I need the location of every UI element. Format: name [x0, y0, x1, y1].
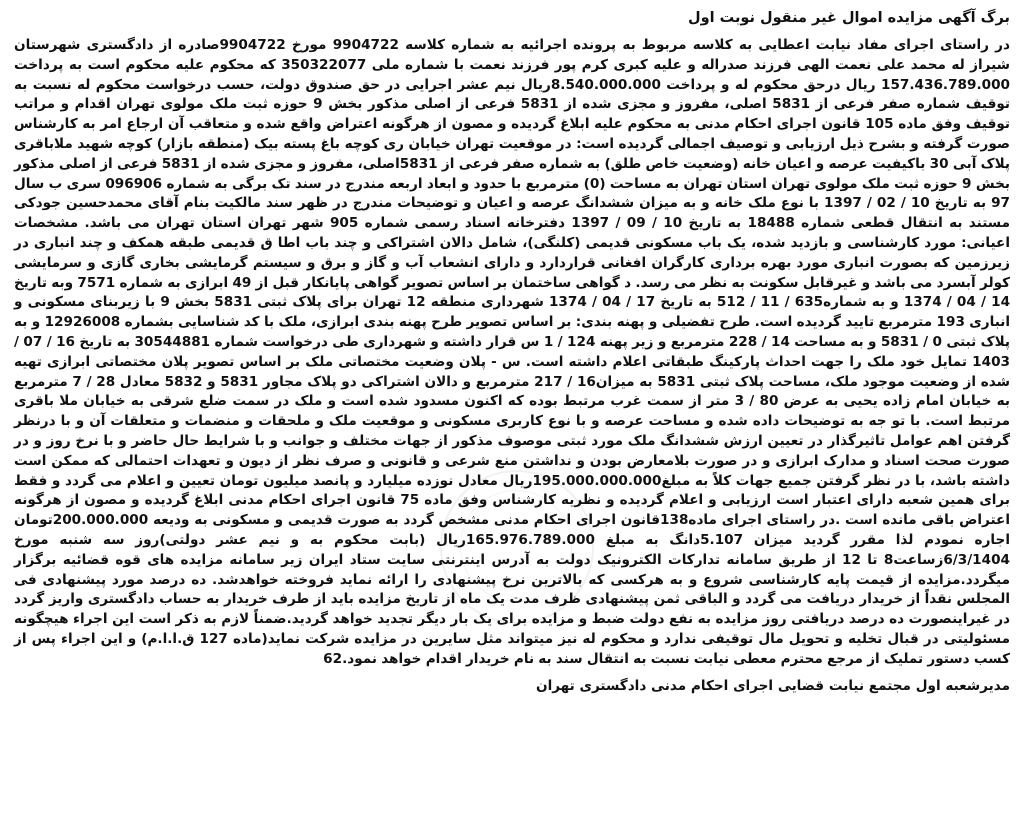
- notice-title: برگ آگهی مزایده اموال غیر منقول نوبت اول: [688, 10, 1010, 26]
- notice-body: در راستای اجرای مفاد نیابت اعطایی به کلاسه مربوط به پرونده اجرائیه به شماره کلاسه 9904722 مورخ 9904722صادره از دادگستری شهرستان شیراز له محمد علی نعمت الهی فرزند صدراله و علیه کبری کرم پور فرزند نعمت با شماره ملی 350322077 که محکوم علیه محکوم است به پرداخت 157.436.789.000 ریال درحق محکوم له و پرداخت 8.540.000.000ریال نیم عشر اجرایی در حق صندوق دولت، حسب درخواست محکوم له نسبت به توقیف شماره صفر فرعی از 5831 اصلی، مفروز و مجزی شده از 5831 فرعی از اصلی مذکور بخش 9 حوزه ثبت ملک مولوی تهران اقدام و مراتب توقیف وفق ماده 105 قانون اجرای احکام مدنی به محکوم علیه ابلاغ گردیده و مصون از هرگونه اعتراض واقع شده و متعاقب آن ارجاع امر به کارشناس صورت گرفته و بشرح ذیل ارزیابی و توصیف اجمالی گردیده است: در موقعیت تهران خیابان ری کوچه باغ پسته بیک (منطقه بازار) کوچه شهید ملاباقری پلاک آبی 30 باکیفیت عرصه و اعیان خانه (وضعیت خاص طلق) به شماره صفر فرعی از 5831اصلی، مفروز و مجزی شده از 5831 فرعی از اصلی مذکور بخش 9 حوزه ثبت ملک مولوی تهران استان تهران به مساحت (0) مترمربع با حدود و ابعاد اربعه مندرج در سند تک برگی به شماره 096906 سری ب سال 97 به تاریخ 10 / 02 / 1397 با نوع ملک خانه و به میزان ششدانگ عرصه و اعیان و توضیحات مندرج در ظهر سند مالکیت بنام آقای محمدحسین جودکی مستند به انتقال قطعی شماره 18488 به تاریخ 10 / 09 / 1397 دفترخانه اسناد رسمی شماره 905 شهر تهران استان تهران می باشد. مشخصات اعیانی: مورد کارشناسی و بازدید شده، یک باب مسکونی قدیمی (کلنگی)، شامل دالان اشتراکی و چند باب اطا ق قدیمی طبقه همکف و چند انباری در زیرزمین که بصورت انباری مورد بهره برداری کارگران افغانی قراردارد و دارای انشعاب آب و گاز و برق و سیستم گرمایشی بخاری گازی و سرمایشی کولر آبسرد می باشد و غیرقابل سکونت به نظر می رسد. د گواهی ساختمان بر اساس تصویر گواهی پایانکار قبل از 49 ابرازی به شماره 7571 وبه تاریخ 14 / 04 / 1374 و به شماره635 / 11 / 512 به تاریخ 17 / 04 / 1374 شهرداری منطقه 12 تهران برای پلاک ثبتی 5831 بخش 9 با زیربنای مسکونی و انباری 193 مترمربع تایید گردیده است. طرح تفضیلی و پهنه بندی: بر اساس تصویر طرح پهنه بندی ابرازی، ملک با کد شناسایی بشماره 12926008 و به پلاک ثبتی 0 / 5831 و به مساحت 14 / 228 مترمربع و زیر پهنه 124 / 1 س قرار داشته و شهرداری طی درخواست شماره 30544881 به تاریخ 16 / 07 / 1403 تمایل خود ملک را جهت احداث پارکینگ طبقاتی اعلام داشته است. س - پلان وضعیت مختصاتی ملک بر اساس تصویر پلان مختصاتی ابرازی تهیه شده از وضعیت موجود ملک، مساحت پلاک ثبتی 5831 به میزان16 / 217 مترمربع و دالان اشتراکی دو پلاک مجاور 5831 و 5832 معادل 28 / 7 مترمربع به خیابان امام زاده یحیی به عرض 80 / 3 متر از سمت غرب مرتبط بوده که اکنون مسدود شده است و ملک در سمت ضلع شرقی به خیابان ملا باقری مرتبط است. با تو جه به توضیحات داده شده و مساحت عرصه و با نوع کاربری مسکونی و موقعیت ملک و ملحقات و منضمات و متعلقات آن و با درنظر گرفتن اهم عوامل تاثیرگذار در تعیین ارزش ششدانگ ملک مورد ثبتی موصوف مذکور از جهات مختلف و جوانب و با شرایط حال حاضر و با نرخ روز و در صورت صحت اسناد و مدارک ابرازی و در صورت بلامعارض بودن و نداشتن منع شرعی و قانونی و صرف نظر از دیون و تعهدات احتمالی که ممکن است داشته باشد، با در نظر گرفتن جمیع جهات کلاً به مبلغ195.000.000.000ریال معادل نوزده میلیارد و پانصد میلیون تومان تعیین و اعلام می گردد و فقط برای همین شعبه دارای اعتبار است ارزیابی و اعلام گردیده و نظریه کارشناس وفق ماده 75 قانون اجرای احکام مدنی ابلاغ گردیده و مصون از هرگونه اعتراض باقی مانده است .در راستای اجرای ماده138قانون اجرای احکام مدنی مشخص گردد به صورت قدیمی و مسکونی به ودیعه 200.000.000تومان اجاره نمودم لذا مقرر گردید میزان 5.107دانگ به مبلغ 165.976.789.000ریال (بابت محکوم به و نیم عشر دولتی)روز سه شنبه مورخ 6/3/1404زساعت8 تا 12 از طریق سامانه تدارکات الکترونیک دولت به آدرس اینترنتی سایت ستاد ایران زیر سامانه مزایده های قوه قضائیه برگزار میگردد.مزایده از قیمت پایه کارشناسی شروع و به هرکسی که بالاترین نرخ پیشنهادی را ارائه نماید فروخته خواهدشد. ده درصد مورد پیشنهادی فی المجلس نقداً از خریدار دریافت می گردد و الباقی ثمن پیشنهادی ظرف مدت یک ماه از تاریخ مزایده باید از طرف خریدار به حساب دادگستری واریز گردد در غیراینصورت ده درصد دریافتی روز مزایده به نفع دولت ضبط و مزایده برای یک بار دیگر تجدید خواهد گردید.ضمناً لازم به ذکر است این اجراء هیچگونه مسئولیتی در قبال تخلیه و تحویل مال توقیفی ندارد و محکوم له نیز میتواند مثل سایرین در مزایده شرکت نماید(ماده 127 ق.ا.ا.م) و این اجراء پس از کسب دستور تملیک از مرجع محترم معطی نیابت نسبت به انتقال سند به نام خریدار اقدام خواهد نمود.62: [14, 37, 1011, 667]
- notice-signature: مدیرشعبه اول مجتمع نیابت قضایی اجرای احکام مدنی دادگستری تهران: [535, 677, 1010, 694]
